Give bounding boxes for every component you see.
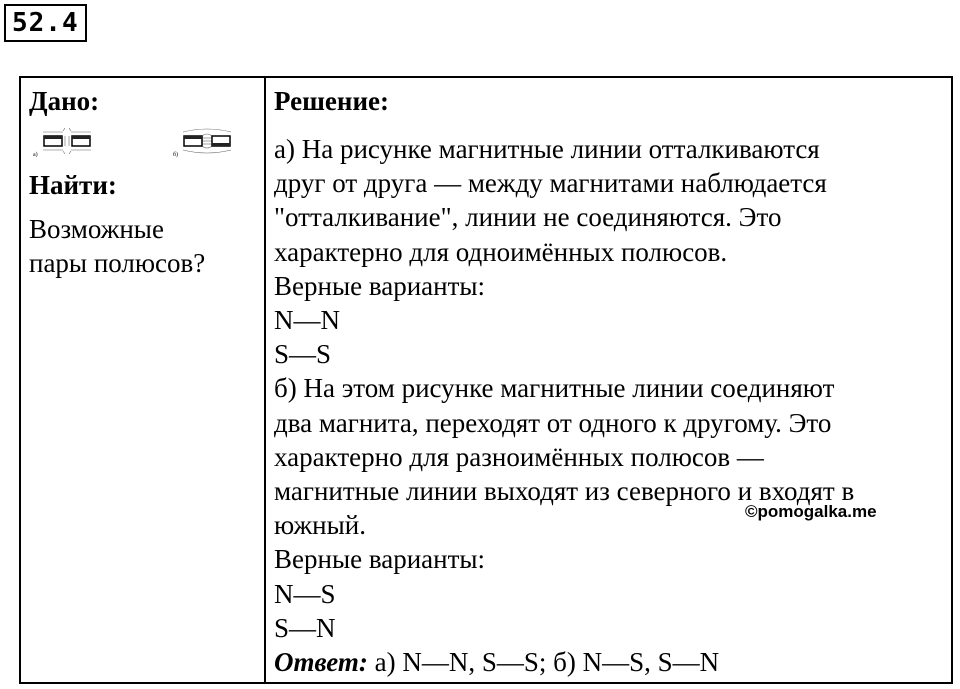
answer-text: а) N—N, S—S; б) N—S, S—N bbox=[367, 647, 720, 678]
find-heading: Найти: bbox=[29, 170, 117, 200]
solution-line: друг от друга — между магнитами наблюдается bbox=[274, 168, 827, 199]
solution-line: "отталкивание", линии не соединяются. Это bbox=[274, 202, 782, 233]
magnets-attract-image bbox=[181, 128, 233, 154]
figure-a-label: а) bbox=[33, 152, 38, 158]
find-line: Возможные bbox=[29, 214, 164, 244]
solution-line: магнитные линии выходят из северного и входят в bbox=[274, 476, 855, 507]
solution-body bbox=[274, 132, 951, 679]
solution-line: южный. bbox=[274, 510, 366, 541]
solution-line: характерно для одноимённых полюсов. bbox=[274, 236, 728, 267]
given-heading: Дано: bbox=[29, 86, 100, 116]
find-section bbox=[29, 168, 264, 280]
solution-line: N—S bbox=[274, 578, 336, 609]
solution-heading: Решение: bbox=[274, 86, 389, 116]
figure-a bbox=[33, 128, 93, 158]
watermark: ©pomogalka.me bbox=[745, 502, 877, 521]
solution-line: S—N bbox=[274, 612, 336, 643]
answer-line bbox=[274, 645, 951, 679]
find-line: пары полюсов? bbox=[29, 248, 206, 279]
solution-line: характерно для разноимённых полюсов — bbox=[274, 441, 764, 472]
solution-line: N—N bbox=[274, 305, 340, 336]
answer-label: Ответ: bbox=[274, 647, 368, 678]
solution-line: два магнита, переходят от одного к другому. Это bbox=[274, 407, 832, 438]
solution-column bbox=[266, 78, 951, 682]
solution-line: а) На рисунке магнитные линии отталкиваются bbox=[274, 134, 820, 164]
solution-line: S—S bbox=[274, 339, 332, 370]
given-column bbox=[21, 78, 266, 682]
figure-b-label: б) bbox=[173, 152, 179, 158]
task-table bbox=[19, 76, 953, 684]
given-figures bbox=[33, 128, 264, 158]
solution-line: Верные варианты: bbox=[274, 544, 486, 575]
solution-line: Верные варианты: bbox=[274, 270, 486, 301]
magnets-repel-image bbox=[41, 128, 93, 154]
task-number: 52.4 bbox=[4, 4, 87, 42]
solution-line: б) На этом рисунке магнитные линии соединяют bbox=[274, 373, 835, 404]
figure-b bbox=[173, 128, 233, 158]
